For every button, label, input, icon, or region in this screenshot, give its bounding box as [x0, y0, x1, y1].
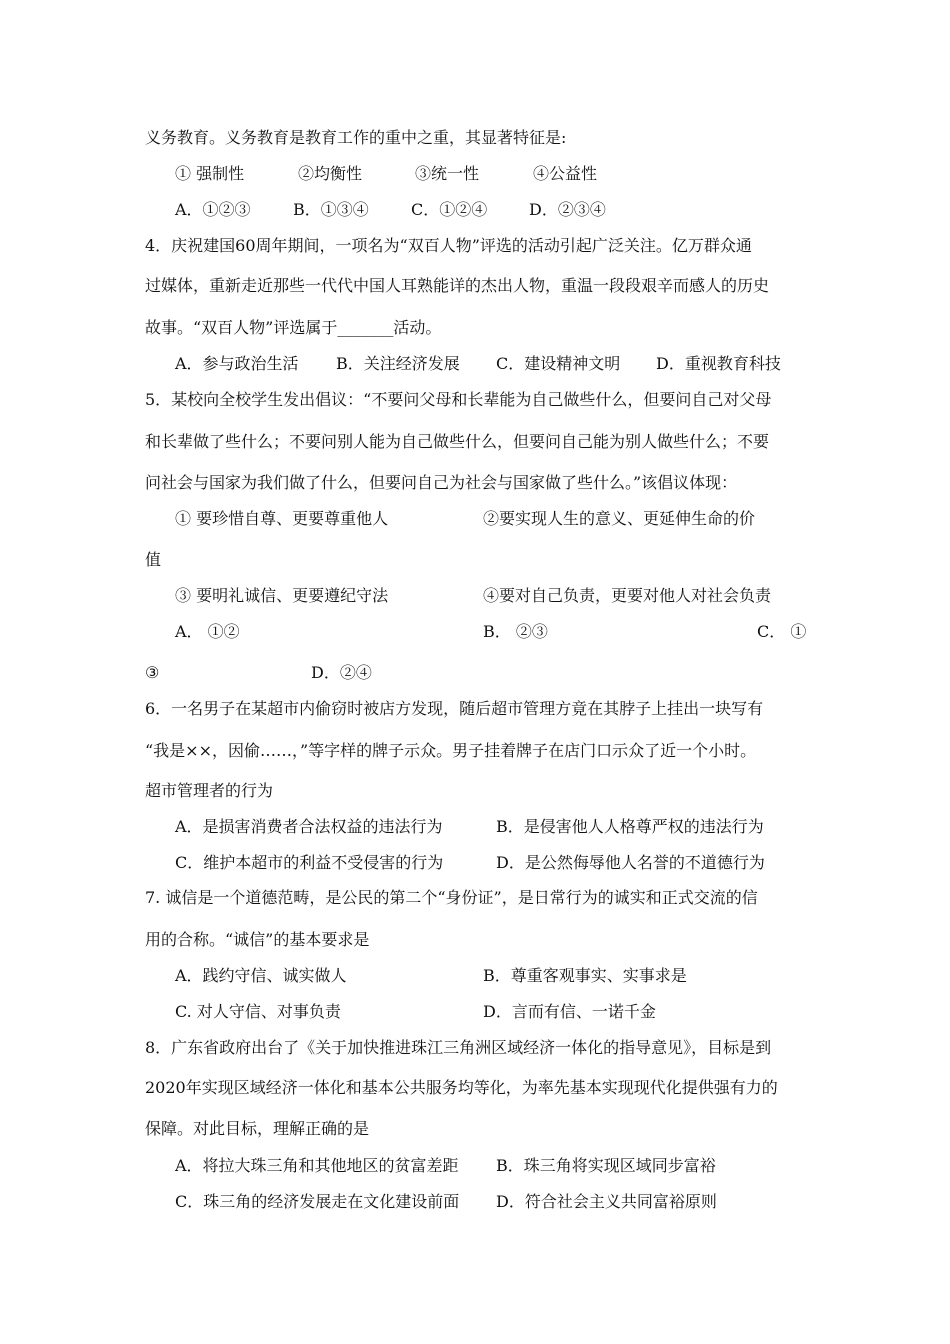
q4-option-d: D．重视教育科技 — [656, 354, 781, 373]
q6-option-a: A．是损害消费者合法权益的违法行为 — [175, 817, 443, 836]
q5-line-2: 和长辈做了些什么；不要问别人能为自己做些什么，但要问自己能为别人做些什么；不要 — [145, 432, 770, 451]
q4-line-2: 过媒体，重新走近那些一代代中国人耳熟能详的杰出人物，重温一段段艰辛而感人的历史 — [145, 276, 770, 295]
q3-item-4: ④公益性 — [533, 164, 598, 183]
q7-option-c: C. 对人守信、对事负责 — [175, 1002, 341, 1021]
q3-option-d: D．②③④ — [529, 200, 606, 219]
q6-option-d: D．是公然侮辱他人名誉的不道德行为 — [496, 853, 765, 872]
q3-option-b: B．①③④ — [293, 200, 369, 219]
q6-line-3: 超市管理者的行为 — [145, 781, 274, 800]
q7-line-1: 7. 诚信是一个道德范畴，是公民的第二个“身份证”，是日常行为的诚实和正式交流的信 — [145, 888, 758, 907]
q7-option-d: D．言而有信、一诺千金 — [483, 1002, 656, 1021]
q8-option-a: A．将拉大珠三角和其他地区的贫富差距 — [175, 1156, 459, 1175]
q5-line-3: 问社会与国家为我们做了什么，但要问自己为社会与国家做了些什么。”该倡议体现： — [145, 473, 738, 492]
q7-option-a: A．践约守信、诚实做人 — [175, 966, 347, 985]
q5-item-1: ① 要珍惜自尊、更要尊重他人 — [175, 509, 389, 528]
q5-option-d: D．②④ — [311, 663, 372, 682]
q5-item-2: ②要实现人生的意义、更延伸生命的价 — [483, 509, 756, 528]
q5-item-4: ④要对自己负责，更要对他人对社会负责 — [483, 586, 772, 605]
q5-line-1: 5．某校向全校学生发出倡议：“不要问父母和长辈能为自己做些什么，但要问自己对父母 — [145, 390, 772, 409]
q7-line-2: 用的合称。“诚信”的基本要求是 — [145, 930, 370, 949]
q8-option-b: B．珠三角将实现区域同步富裕 — [496, 1156, 716, 1175]
q4-option-c: C．建设精神文明 — [496, 354, 621, 373]
q4-option-a: A．参与政治生活 — [175, 354, 299, 373]
q5-option-c-cont: ③ — [145, 663, 160, 682]
q7-option-b: B．尊重客观事实、实事求是 — [483, 966, 687, 985]
q8-line-1: 8．广东省政府出台了《关于加快推进珠江三角洲区域经济一体化的指导意见》，目标是到 — [145, 1038, 772, 1057]
q3-option-c: C．①②④ — [411, 200, 488, 219]
q5-option-b: B． ②③ — [483, 622, 548, 641]
q8-option-d: D．符合社会主义共同富裕原则 — [496, 1192, 717, 1211]
q4-line-3: 故事。“双百人物”评选属于_______活动。 — [145, 318, 442, 337]
q3-item-1: ① 强制性 — [175, 164, 245, 183]
q6-option-c: C．维护本超市的利益不受侵害的行为 — [175, 853, 444, 872]
q8-option-c: C．珠三角的经济发展走在文化建设前面 — [175, 1192, 460, 1211]
q5-item-3: ③ 要明礼诚信、更要遵纪守法 — [175, 586, 389, 605]
q6-line-1: 6．一名男子在某超市内偷窃时被店方发现，随后超市管理方竟在其脖子上挂出一块写有 — [145, 699, 764, 718]
q8-line-2: 2020年实现区域经济一体化和基本公共服务均等化，为率先基本实现现代化提供强有力的 — [145, 1078, 778, 1097]
q5-option-c: C． ① — [757, 622, 807, 641]
q3-option-a: A．①②③ — [175, 200, 251, 219]
q5-item-2-cont: 值 — [145, 550, 162, 569]
q5-option-a: A． ①② — [175, 622, 240, 641]
q3-item-3: ③统一性 — [415, 164, 480, 183]
text-line: 义务教育。义务教育是教育工作的重中之重，其显著特征是: — [145, 128, 567, 147]
q3-item-2: ②均衡性 — [298, 164, 363, 183]
q4-line-1: 4．庆祝建国60周年期间，一项名为“双百人物”评选的活动引起广泛关注。亿万群众通 — [145, 236, 752, 255]
q4-option-b: B．关注经济发展 — [336, 354, 460, 373]
q6-option-b: B．是侵害他人人格尊严权的违法行为 — [496, 817, 764, 836]
q6-line-2: “我是××，因偷……，”等字样的牌子示众。男子挂着牌子在店门口示众了近一个小时。 — [145, 741, 757, 760]
q8-line-3: 保障。对此目标，理解正确的是 — [145, 1119, 370, 1138]
